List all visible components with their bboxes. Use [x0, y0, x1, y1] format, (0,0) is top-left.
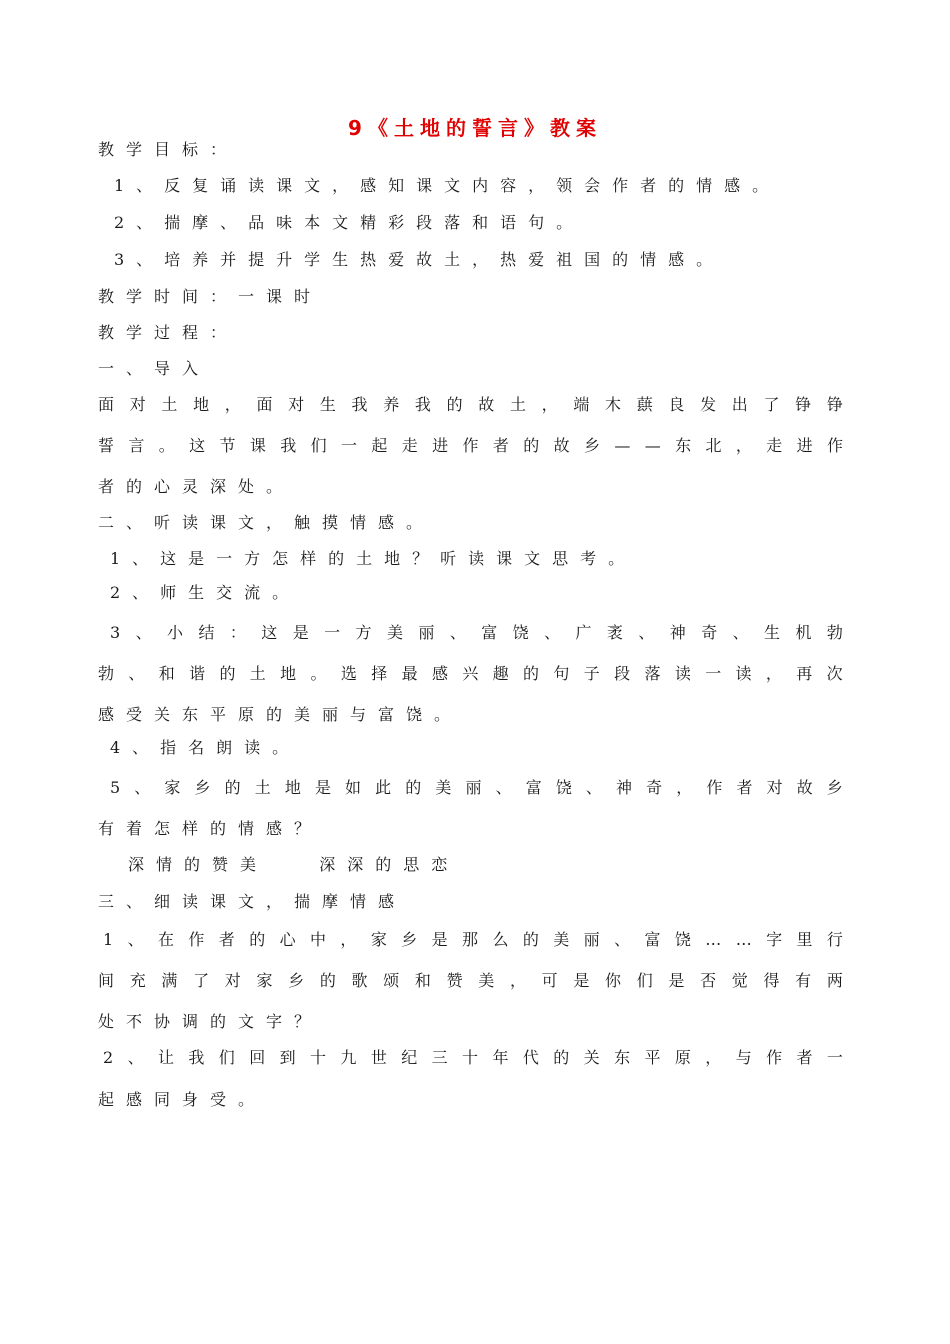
step-3-1: 1 、 在 作 者 的 心 中 ， 家 乡 是 那 么 的 美 丽 、 富 饶 … … 字 里 行	[103, 930, 843, 949]
step-3-1-cont: 处不协调的文字？	[98, 1012, 323, 1031]
section-2-heading: 二、听读课文，触摸情感。	[98, 513, 435, 532]
objective-2: 2、揣摩、品味本文精彩段落和语句。	[114, 213, 585, 232]
step-2-5-cont: 有着怎样的情感？	[98, 819, 323, 838]
intro-paragraph-line: 面 对 土 地 ， 面 对 生 我 养 我 的 故 土 ， 端 木 蕻 良 发 出 了 铮 铮	[98, 395, 843, 414]
step-2-3: 3 、 小 结 ： 这 是 一 方 美 丽 、 富 饶 、 广 袤 、 神 奇 、 生 机 勃	[110, 623, 843, 642]
section-3-heading: 三、细读课文，揣摩情感	[98, 892, 407, 911]
step-2-4: 4、指名朗读。	[110, 738, 301, 757]
feelings-line: 深情的赞美 深深的思恋	[128, 855, 460, 874]
intro-paragraph-line: 者的心灵深处。	[98, 477, 295, 496]
step-2-5: 5 、 家 乡 的 土 地 是 如 此 的 美 丽 、 富 饶 、 神 奇 ， 作 者 对 故 乡	[110, 778, 843, 797]
intro-paragraph-line: 誓 言 。 这 节 课 我 们 一 起 走 进 作 者 的 故 乡 — — 东 北 ， 走 进 作	[98, 436, 843, 455]
step-2-3-cont: 感受关东平原的美丽与富饶。	[98, 705, 463, 724]
process-heading: 教学过程：	[98, 323, 239, 342]
objectives-heading: 教学目标：	[98, 140, 239, 159]
step-2-2: 2、师生交流。	[110, 583, 301, 602]
document-title: 9《土地的誓言》教案	[348, 116, 602, 140]
section-1-heading: 一、导入	[98, 359, 211, 378]
objective-1: 1、反复诵读课文，感知课文内容，领会作者的情感。	[114, 176, 781, 195]
step-2-3-cont: 勃 、 和 谐 的 土 地 。 选 择 最 感 兴 趣 的 句 子 段 落 读 一 读 ， 再 次	[98, 664, 843, 683]
teaching-time: 教学时间：一课时	[98, 287, 323, 306]
objective-3: 3、培养并提升学生热爱故土，热爱祖国的情感。	[114, 250, 725, 269]
step-3-2-cont: 起感同身受。	[98, 1090, 267, 1109]
step-3-1-cont: 间 充 满 了 对 家 乡 的 歌 颂 和 赞 美 ， 可 是 你 们 是 否 觉 得 有 两	[98, 971, 843, 990]
step-2-1: 1、这是一方怎样的土地？听读课文思考。	[110, 549, 637, 568]
step-3-2: 2 、 让 我 们 回 到 十 九 世 纪 三 十 年 代 的 关 东 平 原 ， 与 作 者 一	[103, 1048, 843, 1067]
